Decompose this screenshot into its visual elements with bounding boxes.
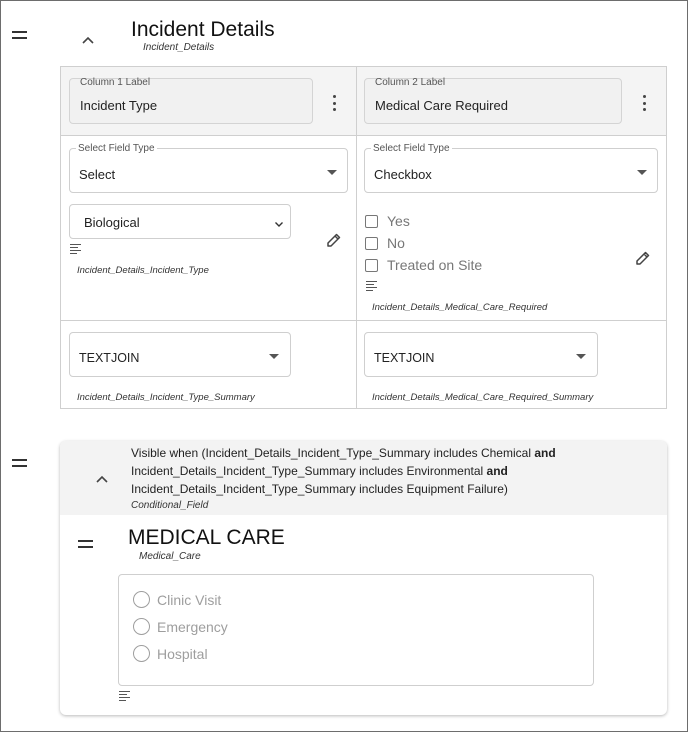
drag-handle-icon[interactable]: [78, 540, 93, 548]
dropdown-arrow-icon: [327, 170, 337, 175]
radio-option-label: Hospital: [157, 645, 208, 662]
checkbox-option[interactable]: [365, 213, 410, 229]
column-2-label-value: Medical Care Required: [375, 98, 508, 113]
chevron-down-icon: [274, 216, 284, 234]
summary-value: TEXTJOIN: [79, 351, 140, 365]
column-1-summary-select[interactable]: [69, 332, 291, 377]
drag-handle-icon[interactable]: [12, 31, 27, 39]
checkbox-icon[interactable]: [365, 259, 378, 272]
incident-details-grid: [60, 66, 667, 409]
condition-clause: Incident_Details_Incident_Type_Summary includes Equipment Failure: [131, 482, 504, 496]
condition-suffix: ): [503, 482, 508, 496]
condition-operator: and: [486, 464, 508, 478]
collapse-chevron-icon[interactable]: [92, 469, 112, 489]
field-type-caption: Select Field Type: [78, 143, 155, 154]
column-1-label-caption: Column 1 Label: [80, 77, 151, 88]
column-1-edit-pencil-icon[interactable]: [325, 231, 343, 249]
condition-prefix: Visible when (: [131, 446, 206, 460]
conditional-field-name: Conditional_Field: [131, 500, 209, 511]
conditional-field-card: [60, 441, 667, 715]
radio-circle-icon[interactable]: [133, 645, 150, 662]
text-lines-icon: [119, 691, 130, 701]
drag-handle-icon[interactable]: [12, 459, 27, 467]
radio-option[interactable]: [133, 591, 221, 608]
checkbox-option[interactable]: [365, 235, 405, 251]
collapse-chevron-icon[interactable]: [78, 30, 98, 50]
checkbox-icon[interactable]: [365, 237, 378, 250]
field-type-value: Select: [79, 167, 116, 182]
condition-clause: Incident_Details_Incident_Type_Summary includes Chemical: [205, 446, 531, 460]
column-2-edit-pencil-icon[interactable]: [634, 249, 652, 267]
medical-care-title: MEDICAL CARE: [128, 526, 285, 549]
column-2-summary-select[interactable]: [364, 332, 598, 377]
conditional-header: [60, 441, 667, 515]
column-1-field-type-select[interactable]: [69, 143, 348, 193]
condition-clause: Incident_Details_Incident_Type_Summary includes Environmental: [131, 464, 484, 478]
field-type-caption: Select Field Type: [373, 143, 450, 154]
column-2-label-caption: Column 2 Label: [375, 77, 446, 88]
dropdown-arrow-icon: [269, 354, 279, 359]
section-field-name: Incident_Details: [143, 42, 215, 53]
visibility-condition: [131, 444, 651, 498]
column-2-field-type-select[interactable]: [364, 143, 658, 193]
text-lines-icon: [70, 244, 81, 254]
preview-select-value: Biological: [84, 215, 140, 230]
column-1-more-icon[interactable]: [329, 95, 339, 111]
column-2-more-icon[interactable]: [639, 95, 649, 111]
summary-value: TEXTJOIN: [374, 351, 435, 365]
radio-option[interactable]: [133, 618, 228, 635]
checkbox-option[interactable]: [365, 257, 482, 273]
radio-circle-icon[interactable]: [133, 618, 150, 635]
radio-option-label: Emergency: [157, 618, 228, 635]
checkbox-option-label: Treated on Site: [387, 257, 483, 273]
column-1-label-field[interactable]: [69, 78, 313, 124]
radio-circle-icon[interactable]: [133, 591, 150, 608]
column-1-label-value: Incident Type: [80, 98, 158, 113]
checkbox-icon[interactable]: [365, 215, 378, 228]
text-lines-icon: [366, 281, 377, 291]
dropdown-arrow-icon: [576, 354, 586, 359]
radio-option[interactable]: [133, 645, 208, 662]
medical-care-radio-group: [118, 574, 594, 686]
column-1-summary-name: Incident_Details_Incident_Type_Summary: [77, 392, 255, 403]
field-type-value: Checkbox: [374, 167, 432, 182]
checkbox-option-label: No: [387, 235, 405, 251]
grid-column-divider: [356, 67, 357, 408]
checkbox-option-label: Yes: [387, 213, 410, 229]
column-2-field-name: Incident_Details_Medical_Care_Required: [372, 302, 548, 313]
section-title: Incident Details: [131, 18, 275, 41]
dropdown-arrow-icon: [637, 170, 647, 175]
condition-operator: and: [534, 446, 556, 460]
grid-row-divider: [61, 135, 666, 136]
column-2-summary-name: Incident_Details_Medical_Care_Required_Summary: [372, 392, 594, 403]
grid-row-divider: [61, 320, 666, 321]
incident-type-preview-select[interactable]: [69, 204, 291, 239]
column-2-label-field[interactable]: [364, 78, 622, 124]
column-1-field-name: Incident_Details_Incident_Type: [77, 265, 209, 276]
medical-care-field-name: Medical_Care: [139, 551, 201, 562]
radio-option-label: Clinic Visit: [157, 591, 222, 608]
